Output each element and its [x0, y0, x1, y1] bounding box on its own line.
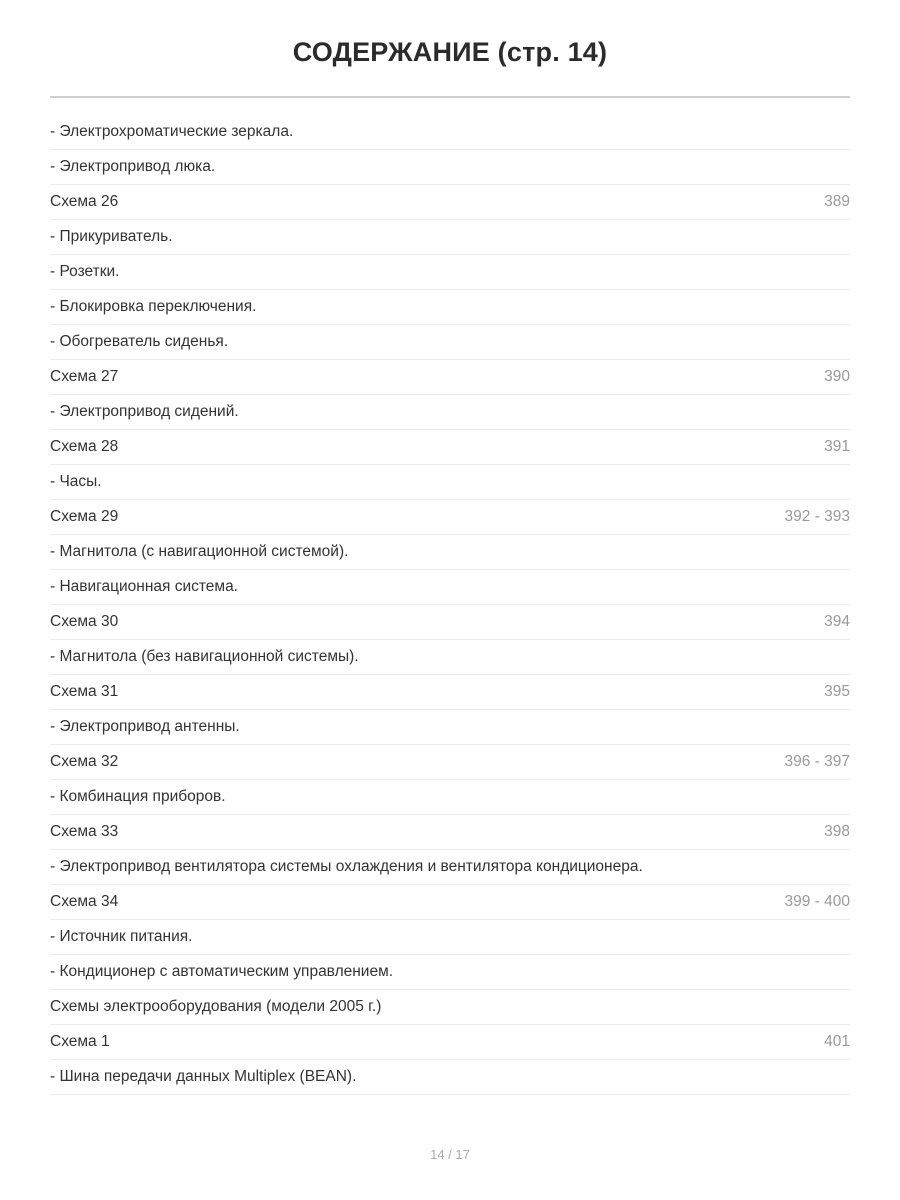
toc-entry-label: - Розетки.: [50, 255, 730, 290]
table-row[interactable]: [50, 395, 850, 430]
toc-entry-label: - Электропривод антенны.: [50, 710, 730, 745]
toc-entry-label: - Электропривод сидений.: [50, 395, 730, 430]
table-row[interactable]: [50, 920, 850, 955]
toc-entry-label: Схема 31: [50, 675, 730, 710]
toc-entry-label: Схемы электрооборудования (модели 2005 г.): [50, 990, 730, 1025]
toc-entry-page-number: [730, 115, 850, 150]
toc-entry-label: - Часы.: [50, 465, 730, 500]
table-row[interactable]: [50, 570, 850, 605]
table-row[interactable]: [50, 990, 850, 1025]
toc-entry-page-number: 395: [730, 675, 850, 710]
toc-entry-label: Схема 33: [50, 815, 730, 850]
toc-body: [50, 115, 850, 1095]
table-row[interactable]: [50, 1025, 850, 1060]
page-footer: 14 / 17: [430, 1147, 470, 1162]
title-divider: [50, 96, 850, 98]
table-row[interactable]: [50, 850, 850, 885]
toc-entry-label: Схема 28: [50, 430, 730, 465]
toc-entry-label: - Блокировка переключения.: [50, 290, 730, 325]
toc-entry-label: Схема 26: [50, 185, 730, 220]
toc-entry-label: - Электрохроматические зеркала.: [50, 115, 730, 150]
toc-entry-label: - Магнитола (без навигационной системы).: [50, 640, 730, 675]
toc-entry-label: Схема 1: [50, 1025, 730, 1060]
toc-entry-label: - Электропривод люка.: [50, 150, 730, 185]
table-row[interactable]: [50, 1060, 850, 1095]
table-row[interactable]: [50, 115, 850, 150]
toc-entry-label: - Обогреватель сиденья.: [50, 325, 730, 360]
toc-entry-page-number: [730, 570, 850, 605]
table-row[interactable]: [50, 885, 850, 920]
toc-entry-page-number: [730, 325, 850, 360]
toc-entry-label: - Комбинация приборов.: [50, 780, 730, 815]
toc-entry-page-number: 389: [730, 185, 850, 220]
toc-entry-page-number: 390: [730, 360, 850, 395]
table-row[interactable]: [50, 430, 850, 465]
table-row[interactable]: [50, 780, 850, 815]
toc-entry-page-number: [730, 920, 850, 955]
toc-entry-page-number: [730, 255, 850, 290]
table-row[interactable]: [50, 150, 850, 185]
toc-entry-page-number: [730, 290, 850, 325]
toc-entry-page-number: [730, 535, 850, 570]
table-row[interactable]: [50, 325, 850, 360]
table-row[interactable]: [50, 465, 850, 500]
table-of-contents: [50, 115, 850, 1095]
toc-entry-page-number: [730, 710, 850, 745]
toc-entry-page-number: [730, 990, 850, 1025]
toc-entry-page-number: 396 - 397: [730, 745, 850, 780]
toc-entry-label: Схема 32: [50, 745, 730, 780]
toc-entry-label: - Прикуриватель.: [50, 220, 730, 255]
toc-entry-page-number: [730, 1060, 850, 1095]
toc-entry-page-number: [730, 150, 850, 185]
table-row[interactable]: [50, 815, 850, 850]
toc-entry-page-number: [730, 465, 850, 500]
table-row[interactable]: [50, 675, 850, 710]
toc-entry-label: Схема 30: [50, 605, 730, 640]
table-row[interactable]: [50, 220, 850, 255]
table-row[interactable]: [50, 360, 850, 395]
table-row[interactable]: [50, 255, 850, 290]
table-row[interactable]: [50, 500, 850, 535]
toc-entry-page-number: [730, 850, 850, 885]
toc-entry-label: Схема 29: [50, 500, 730, 535]
toc-entry-label: - Источник питания.: [50, 920, 730, 955]
table-row[interactable]: [50, 185, 850, 220]
toc-entry-page-number: [730, 955, 850, 990]
toc-entry-label: - Навигационная система.: [50, 570, 730, 605]
toc-entry-page-number: 392 - 393: [730, 500, 850, 535]
table-row[interactable]: [50, 535, 850, 570]
toc-entry-page-number: [730, 640, 850, 675]
toc-entry-label: - Шина передачи данных Multiplex (BEAN).: [50, 1060, 730, 1095]
toc-entry-page-number: 398: [730, 815, 850, 850]
table-row[interactable]: [50, 710, 850, 745]
table-row[interactable]: [50, 605, 850, 640]
toc-entry-page-number: [730, 780, 850, 815]
toc-entry-label: - Кондиционер с автоматическим управлением.: [50, 955, 730, 990]
page-title: СОДЕРЖАНИЕ (стр. 14): [292, 37, 608, 67]
toc-entry-page-number: 391: [730, 430, 850, 465]
table-row[interactable]: [50, 640, 850, 675]
toc-entry-page-number: [730, 220, 850, 255]
toc-entry-label: - Электропривод вентилятора системы охлаждения и вентилятора кондиционера.: [50, 850, 730, 885]
toc-entry-page-number: 399 - 400: [730, 885, 850, 920]
toc-entry-page-number: 401: [730, 1025, 850, 1060]
toc-entry-label: Схема 34: [50, 885, 730, 920]
toc-entry-page-number: [730, 395, 850, 430]
toc-entry-label: - Магнитола (с навигационной системой).: [50, 535, 730, 570]
table-row[interactable]: [50, 955, 850, 990]
table-row[interactable]: [50, 745, 850, 780]
toc-entry-page-number: 394: [730, 605, 850, 640]
table-row[interactable]: [50, 290, 850, 325]
toc-entry-label: Схема 27: [50, 360, 730, 395]
